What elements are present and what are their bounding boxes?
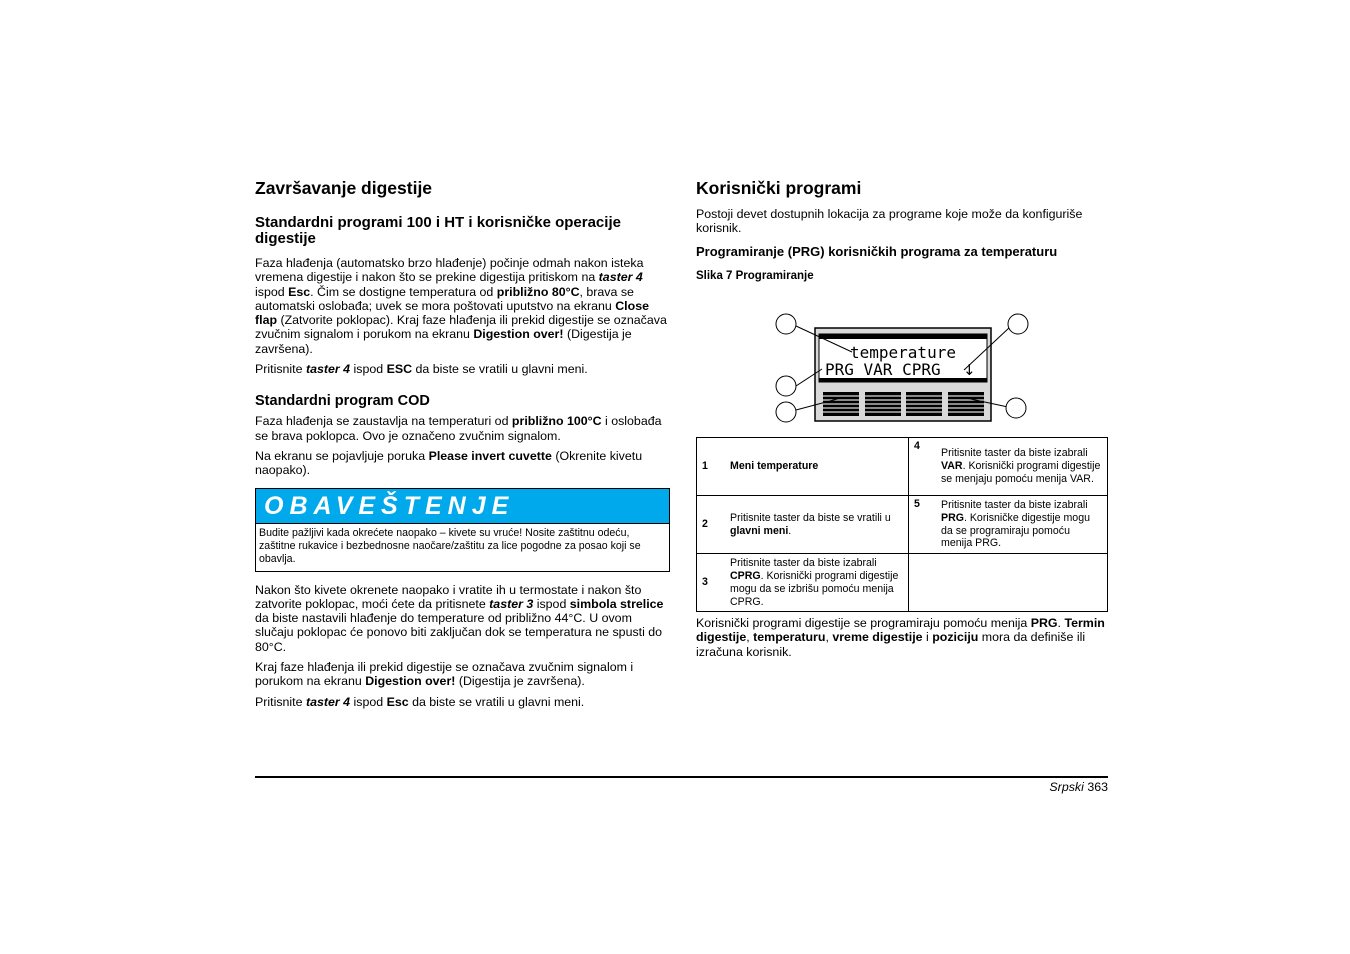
lcd-diagram bbox=[696, 312, 1108, 432]
callout-2 bbox=[776, 376, 796, 396]
notice-title: OBAVEŠTENJE bbox=[256, 489, 669, 524]
table-row bbox=[697, 554, 1108, 612]
section-title: Završavanje digestije bbox=[255, 178, 433, 198]
subheading-prg: Programiranje (PRG) korisničkih programa za temperaturu bbox=[696, 243, 1058, 259]
right-column bbox=[696, 176, 1108, 659]
paragraph-closing: Korisnički programi digestije se programiraju pomoću menija PRG. Termin digestije, temperaturu, vreme digestije i poziciju mora da definiše ili izračuna korisnik. bbox=[696, 616, 1105, 659]
table-row bbox=[697, 438, 1108, 496]
legend-text-5: Pritisnite taster da biste izabrali PRG. Korisničke digestije mogu da se programiraju pomoću menija PRG. bbox=[939, 496, 1108, 554]
paragraph-return-esc: Pritisnite taster 4 ispod ESC da biste se vratili u glavni meni. bbox=[255, 362, 588, 377]
paragraph-end: Kraj faze hlađenja ili prekid digestije se označava zvučnim signalom i porukom na ekranu Digestion over! (Digestija je završena). bbox=[255, 660, 634, 689]
callout-3 bbox=[776, 402, 796, 422]
legend-num-5: 5 bbox=[909, 496, 940, 554]
paragraph-return-esc-2: Pritisnite taster 4 ispod Esc da biste se vratili u glavni meni. bbox=[255, 694, 585, 709]
figure-legend-table bbox=[696, 437, 1108, 612]
callout-4 bbox=[1008, 314, 1028, 334]
paragraph-intro: Postoji devet dostupnih lokacija za programe koje može da konfiguriše korisnik. bbox=[696, 207, 1083, 236]
legend-num-1: 1 bbox=[697, 438, 729, 496]
lcd-figure bbox=[696, 312, 1108, 432]
page-number: 363 bbox=[1087, 780, 1108, 794]
footer-rule bbox=[255, 776, 1108, 778]
legend-num-4: 4 bbox=[909, 438, 940, 496]
legend-num-3: 3 bbox=[697, 554, 729, 612]
table-row bbox=[697, 496, 1108, 554]
legend-text-2: Pritisnite taster da biste se vratili u glavni meni. bbox=[728, 496, 909, 554]
lcd-line1: temperature bbox=[850, 343, 956, 362]
legend-text-1: Meni temperature bbox=[728, 438, 909, 496]
subsection-title-cod: Standardni program COD bbox=[255, 393, 430, 410]
paragraph-invert: Na ekranu se pojavljuje poruka Please invert cuvette (Okrenite kivetu naopako). bbox=[255, 448, 643, 478]
callout-1 bbox=[776, 314, 796, 334]
paragraph-continue: Nakon što kivete okrenete naopako i vratite ih u termostate i nakon što zatvorite poklopac, moći ćete da pritisnete taster 3 ispod simbola strelice da biste nastavili hlađenje do temperature od približno 44°C. U ovom slučaju poklopac će ponovo biti zaključan dok se temperatura ne spusti do 80°C. bbox=[255, 582, 664, 654]
figure-caption: Slika 7 Programiranje bbox=[696, 269, 814, 282]
notice-box bbox=[255, 488, 670, 572]
footer-language: Srpski bbox=[1049, 780, 1084, 794]
paragraph-cooling: Faza hlađenja (automatsko brzo hlađenje) počinje odmah nakon isteka vremena digestije i nakon što se prekine digestija pritiskom na taster 4 ispod Esc. Čim se dostigne temperatura od približno 80°C, brava se automatski oslobađa; uvek se mora poštovati uputstvo na ekranu Close flap (Zatvorite poklopac). Kraj faze hlađenja ili prekid digestije se označava zvučnim signalom i porukom na ekranu Digestion over! (Digestija je završena). bbox=[255, 256, 667, 356]
lcd-down-arrow: ↓ bbox=[963, 361, 976, 379]
page-footer bbox=[1049, 780, 1108, 794]
lcd-top-bar bbox=[819, 334, 987, 339]
legend-empty-cell bbox=[909, 554, 1108, 612]
legend-text-3: Pritisnite taster da biste izabrali CPRG. Korisnički programi digestije mogu da se izbrišu pomoću menija CPRG. bbox=[728, 554, 909, 612]
lcd-line2: PRG VAR CPRG bbox=[825, 360, 941, 379]
notice-text: Budite pažljivi kada okrećete naopako – kivete su vruće! Nosite zaštitnu odeću, zaštitne rukavice i bezbednosne naočare/zaštitu za lice pogodne za posao koji se obavlja. bbox=[259, 526, 641, 565]
left-column bbox=[255, 176, 670, 709]
paragraph-cod: Faza hlađenja se zaustavlja na temperaturi od približno 100°C i oslobađa se brava poklopca. Ovo je označeno zvučnim signalom. bbox=[255, 414, 662, 443]
subsection-title: Standardni programi 100 i HT i korisničke operacije digestije bbox=[255, 214, 621, 247]
section-title-user-programs: Korisnički programi bbox=[696, 178, 862, 198]
legend-num-2: 2 bbox=[697, 496, 729, 554]
callout-5 bbox=[1006, 398, 1026, 418]
legend-text-4: Pritisnite taster da biste izabrali VAR. Korisnički programi digestije se menjaju pomoću menija VAR. bbox=[939, 438, 1108, 496]
